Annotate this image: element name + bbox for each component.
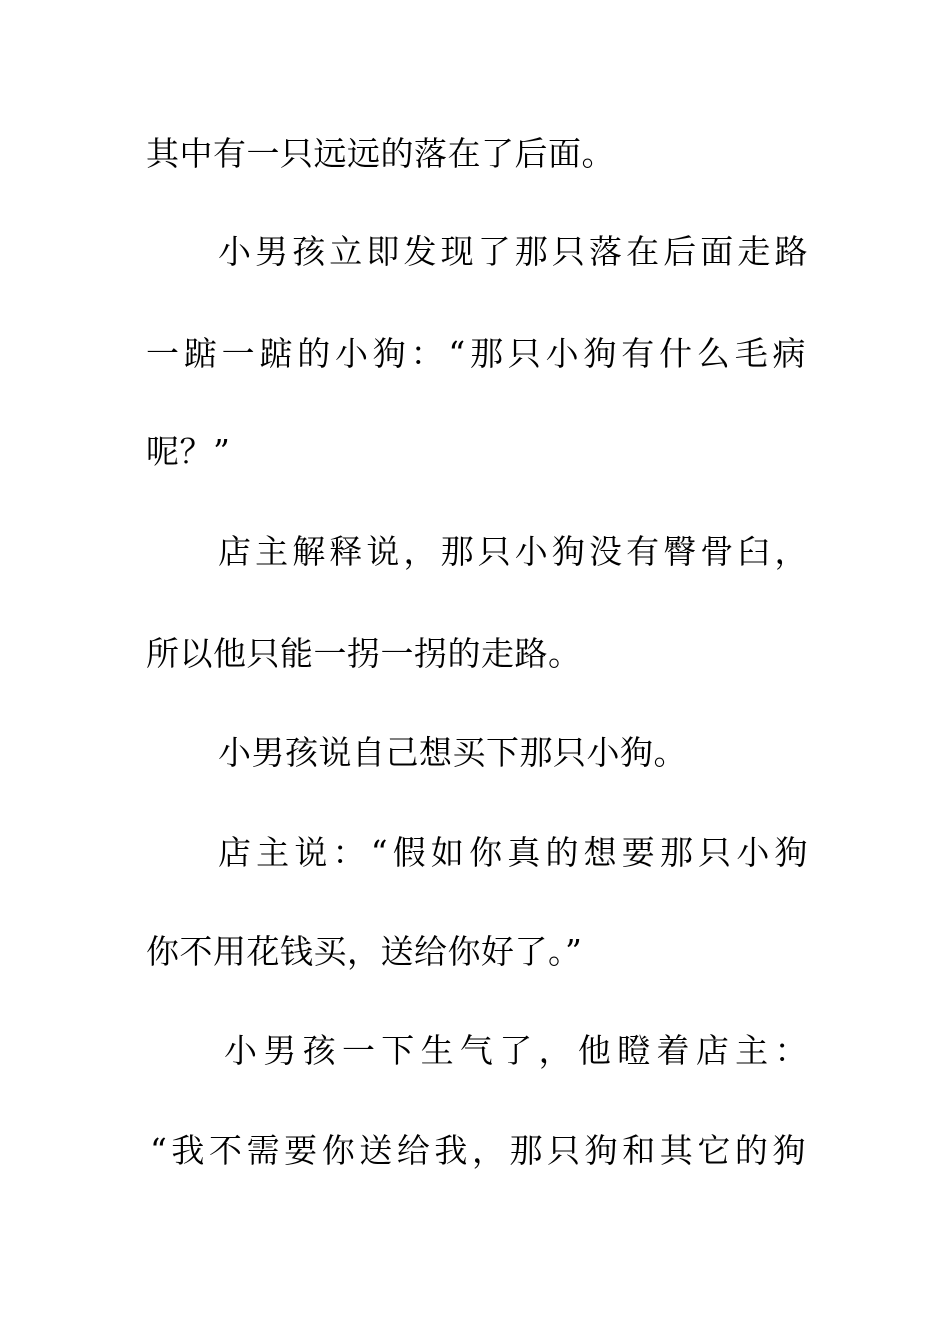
text-line: 呢？” bbox=[146, 432, 231, 471]
paragraph-start-line: 小男孩说自己想买下那只小狗。 bbox=[218, 733, 687, 772]
text-line: 你不用花钱买，送给你好了。” bbox=[146, 932, 583, 971]
text-line: 所以他只能一拐一拐的走路。 bbox=[146, 634, 582, 673]
paragraph-start-line: 店主说：“假如你真的想要那只小狗 bbox=[218, 833, 808, 872]
text-line: “我不需要你送给我，那只狗和其它的狗 bbox=[150, 1131, 806, 1170]
paragraph-start-line: 小男孩一下生气了，他瞪着店主： bbox=[224, 1031, 808, 1070]
paragraph-start-line: 店主解释说，那只小狗没有臀骨臼， bbox=[218, 532, 808, 571]
paragraph-start-line: 小男孩立即发现了那只落在后面走路 bbox=[218, 232, 808, 271]
text-line: 其中有一只远远的落在了后面。 bbox=[146, 134, 615, 173]
text-line: 一踮一踮的小狗：“那只小狗有什么毛病 bbox=[146, 334, 806, 373]
